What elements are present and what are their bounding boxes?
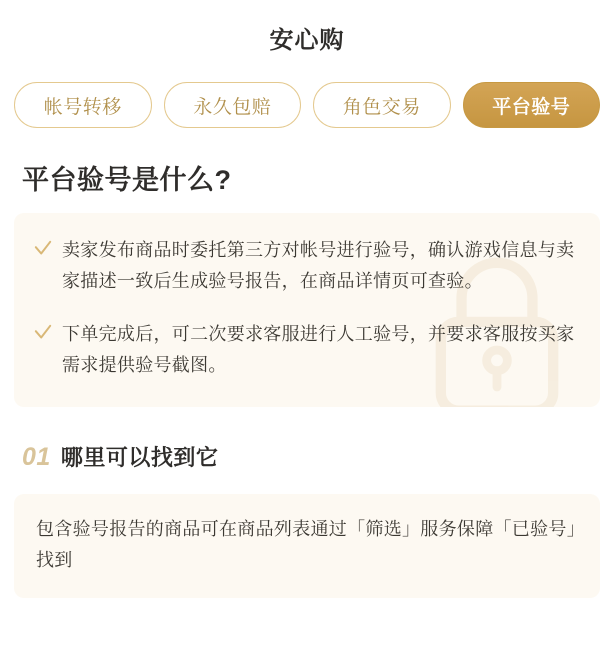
tab-label: 角色交易 xyxy=(342,96,421,118)
page-title: 安心购 xyxy=(269,26,345,54)
step-detail-text: 包含验号报告的商品可在商品列表通过「筛选」服务保障「已验号」找到 xyxy=(36,519,576,570)
step-number: 01 xyxy=(22,443,51,471)
step-title: 哪里可以找到它 xyxy=(60,445,219,470)
tab-account-transfer[interactable] xyxy=(14,82,152,128)
info-bullet-text: 下单完成后，可二次要求客服进行人工验号，并要求客服按买家需求提供验号截图。 xyxy=(62,324,575,375)
list-item xyxy=(34,319,580,381)
tab-platform-verification[interactable] xyxy=(463,82,601,128)
section-heading: 平台验号是什么? xyxy=(22,165,232,195)
page-header xyxy=(0,0,614,74)
step-detail-card xyxy=(14,494,600,598)
tab-label: 永久包赔 xyxy=(193,96,272,118)
numbered-heading xyxy=(0,407,614,486)
tab-bar xyxy=(0,74,614,136)
check-icon xyxy=(34,238,52,260)
tab-label: 帐号转移 xyxy=(43,96,122,118)
check-icon xyxy=(34,322,52,344)
tab-permanent-compensation[interactable] xyxy=(164,82,302,128)
tab-label: 平台验号 xyxy=(492,96,571,118)
list-item xyxy=(34,235,580,297)
tab-role-trade[interactable] xyxy=(313,82,451,128)
info-bullet-text: 卖家发布商品时委托第三方对帐号进行验号，确认游戏信息与卖家描述一致后生成验号报告，在商品详情页可查验。 xyxy=(62,240,575,291)
info-card xyxy=(14,213,600,407)
